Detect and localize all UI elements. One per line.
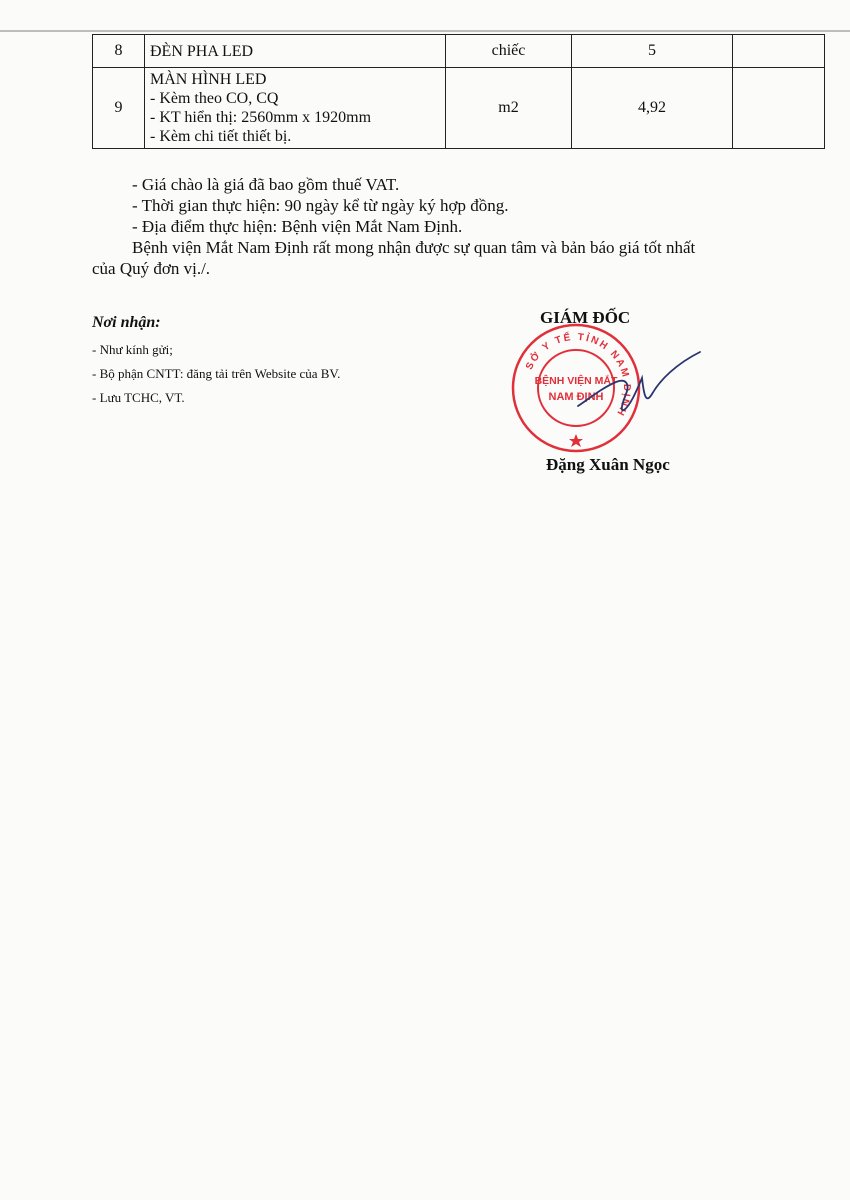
item-name-line: ĐÈN PHA LED <box>150 42 254 60</box>
cell-qty: 5 <box>572 35 733 68</box>
cell-stt: 9 <box>93 68 145 149</box>
signer-title: GIÁM ĐỐC <box>540 308 631 327</box>
stamp-center-line2: NAM ĐỊNH <box>548 391 604 403</box>
stamp-star-icon <box>569 434 583 447</box>
items-table <box>92 34 825 149</box>
cell-qty: 4,92 <box>572 68 733 149</box>
signature-block <box>500 308 730 478</box>
recipients-title: Nơi nhận: <box>92 314 161 331</box>
recipient-item: - Như kính gửi; <box>92 342 173 357</box>
recipient-item: - Bộ phận CNTT: đăng tải trên Website của BV. <box>92 366 341 381</box>
cell-name <box>145 68 446 149</box>
note-duration: - Thời gian thực hiện: 90 ngày kể từ ngày ký hợp đồng. <box>132 196 509 215</box>
cell-name <box>145 35 446 68</box>
note-location: - Địa điểm thực hiện: Bệnh viện Mắt Nam Định. <box>132 217 463 236</box>
table-row <box>93 35 825 68</box>
closing-sentence-end: của Quý đơn vị./. <box>92 259 211 278</box>
note-vat: - Giá chào là giá đã bao gồm thuế VAT. <box>132 175 400 194</box>
table-row <box>93 68 825 149</box>
item-spec-line: - Kèm theo CO, CQ <box>150 90 279 107</box>
item-spec-line: - Kèm chi tiết thiết bị. <box>150 128 292 145</box>
cell-empty <box>733 68 825 149</box>
signer-name: Đặng Xuân Ngọc <box>546 455 670 474</box>
item-name-line: MÀN HÌNH LED <box>150 71 267 88</box>
stamp-ring-text: SỞ Y TẾ TỈNH NAM ĐỊNH <box>524 331 633 419</box>
cell-unit: chiếc <box>446 35 572 68</box>
stamp-center-line1: BỆNH VIỆN MẮT <box>534 375 618 387</box>
terms-notes <box>92 174 812 279</box>
handwritten-signature <box>560 338 710 428</box>
cell-empty <box>733 35 825 68</box>
cell-stt: 8 <box>93 35 145 68</box>
recipient-item: - Lưu TCHC, VT. <box>92 390 185 405</box>
cell-unit: m2 <box>446 68 572 149</box>
closing-sentence: Bệnh viện Mắt Nam Định rất mong nhận được sự quan tâm và bản báo giá tốt nhất <box>132 238 696 257</box>
item-spec-line: - KT hiển thị: 2560mm x 1920mm <box>150 109 372 126</box>
page-top-edge <box>0 30 850 32</box>
recipients-block <box>92 314 422 410</box>
